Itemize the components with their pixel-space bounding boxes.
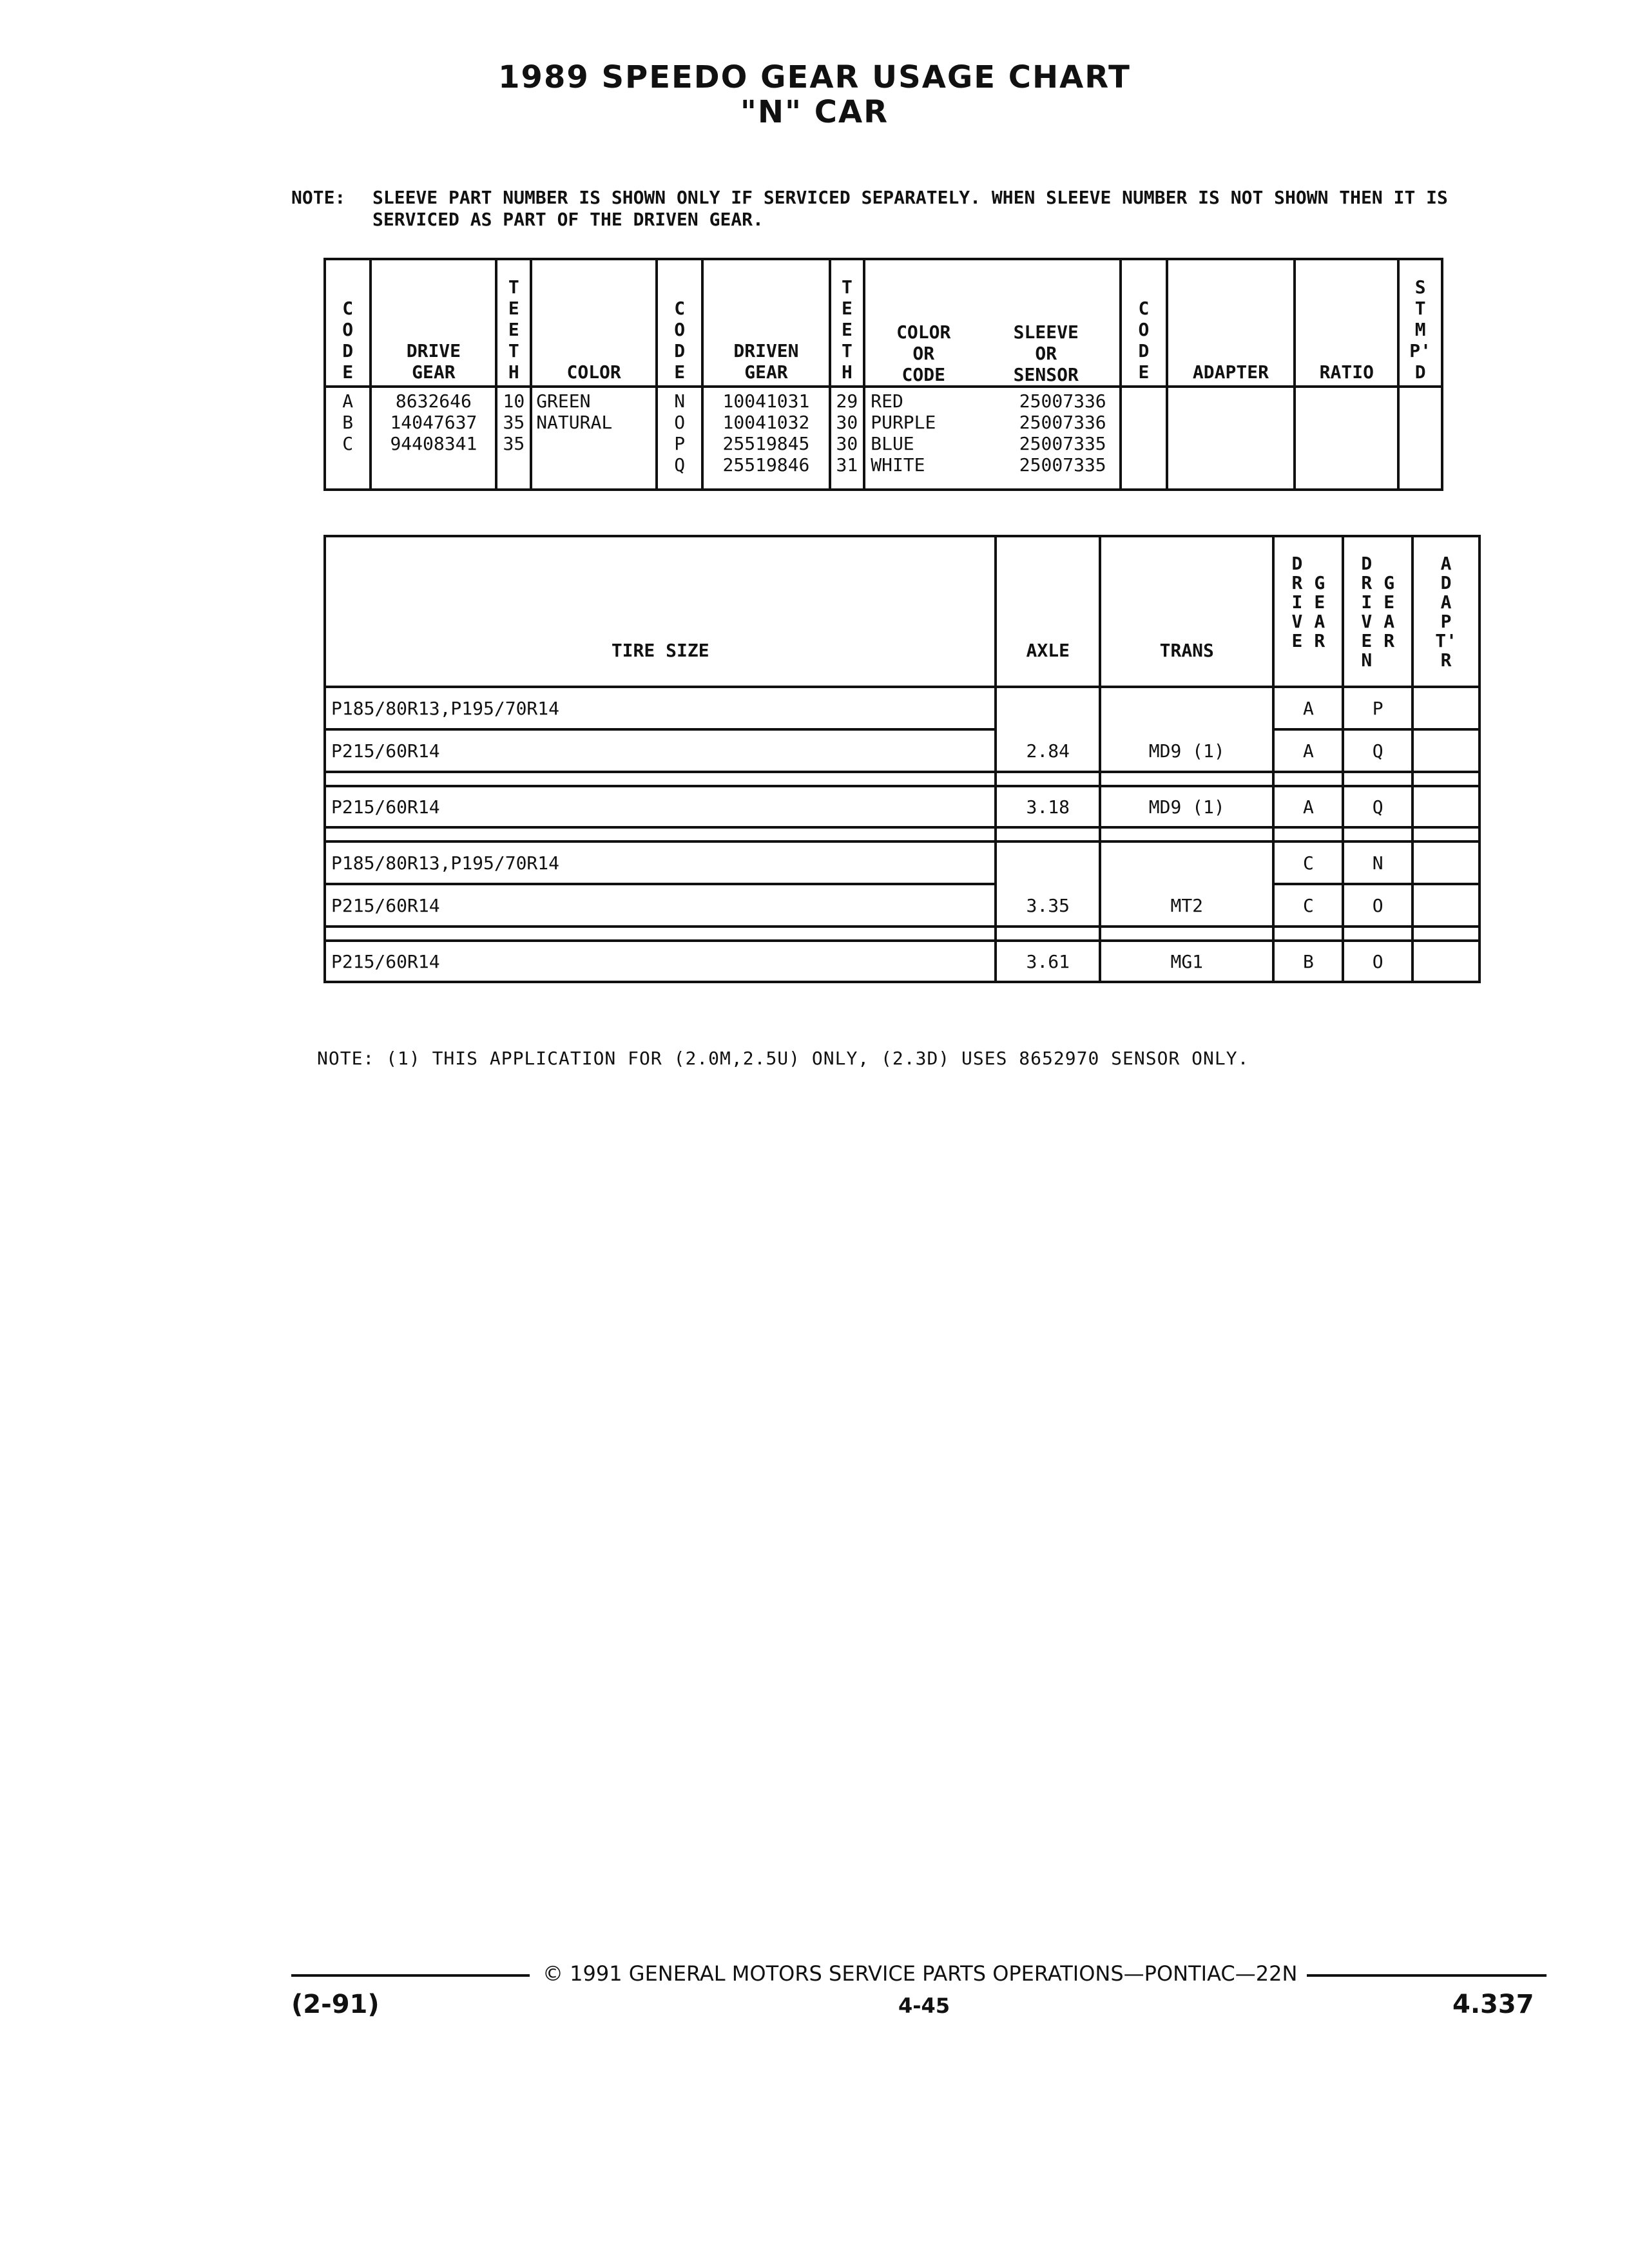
header-axle: AXLE xyxy=(996,536,1100,687)
list-item: V xyxy=(1291,611,1303,632)
list-item: 10041032 xyxy=(722,412,810,433)
stmpd-empty xyxy=(1398,387,1442,490)
row-adaptr xyxy=(1412,687,1480,729)
list-item: O xyxy=(1138,319,1150,340)
list-item: SENSOR xyxy=(1013,364,1079,385)
list-item: D xyxy=(1414,361,1426,383)
driven-gear-numbers xyxy=(702,387,829,490)
gear-table xyxy=(323,258,1443,491)
list-item: T xyxy=(1414,298,1426,319)
list-item: E xyxy=(342,361,354,383)
row-tire: P215/60R14 xyxy=(325,884,996,927)
table-row xyxy=(325,941,1480,982)
list-item: 25007336 xyxy=(1019,390,1106,412)
list-item: E xyxy=(674,361,686,383)
list-item: P xyxy=(1440,611,1452,632)
row-driven: Q xyxy=(1343,729,1412,772)
gear-table-header xyxy=(325,259,1442,387)
list-item: A xyxy=(342,390,354,412)
list-item: Q xyxy=(674,454,686,476)
row-tire: P215/60R14 xyxy=(325,941,996,982)
row-axle: 3.18 xyxy=(996,786,1100,827)
spacer-row xyxy=(325,772,1480,786)
list-item: E xyxy=(1314,591,1325,613)
list-item: CODE xyxy=(901,364,945,385)
driven-codes xyxy=(657,387,702,490)
list-item: NATURAL xyxy=(536,412,613,433)
list-item: I xyxy=(1361,591,1373,613)
row-axle: 2.84 xyxy=(996,687,1100,772)
list-item: DRIVE xyxy=(406,340,461,361)
table-row xyxy=(325,687,1480,729)
row-drive: A xyxy=(1273,729,1343,772)
list-item: T xyxy=(508,276,519,298)
list-item: R xyxy=(1361,572,1373,593)
header-adaptr xyxy=(1412,536,1480,687)
list-item: D xyxy=(342,340,354,361)
drive-teeth xyxy=(496,387,531,490)
row-tire: P185/80R13,P195/70R14 xyxy=(325,841,996,884)
list-item: H xyxy=(841,361,853,383)
list-item: R xyxy=(1291,572,1303,593)
list-item: 8632646 xyxy=(395,390,472,412)
list-item: GEAR xyxy=(744,361,788,383)
footer-copyright: © 1991 GENERAL MOTORS SERVICE PARTS OPERATIONS—PONTIAC—22N xyxy=(543,1961,1298,1986)
header-drive-gear xyxy=(371,259,496,387)
list-item: 94408341 xyxy=(390,433,477,454)
row-drive: C xyxy=(1273,884,1343,927)
list-item: RED xyxy=(871,390,903,412)
table-row xyxy=(325,841,1480,884)
list-item: 25519846 xyxy=(722,454,810,476)
header-code-3 xyxy=(1121,259,1166,387)
list-item: V xyxy=(1361,611,1373,632)
list-item xyxy=(536,433,651,454)
footer-rule-right xyxy=(1307,1974,1547,1977)
list-item: D xyxy=(1440,572,1452,593)
list-item: B xyxy=(342,412,354,433)
list-item: C xyxy=(1138,298,1150,319)
header-stmpd xyxy=(1398,259,1442,387)
list-item: H xyxy=(508,361,519,383)
list-item: R xyxy=(1314,630,1325,651)
spacer-row xyxy=(325,927,1480,941)
list-item: M xyxy=(1414,319,1426,340)
list-item: BLUE xyxy=(871,433,914,454)
list-item: SLEEVE xyxy=(1013,322,1079,343)
list-item: 25007335 xyxy=(1019,433,1106,454)
list-item: A xyxy=(1383,611,1395,632)
list-item: COLOR xyxy=(896,322,951,343)
list-item: O xyxy=(342,319,354,340)
list-item: D xyxy=(1291,553,1303,574)
list-item: OR xyxy=(912,343,935,364)
application-table-header xyxy=(325,536,1480,687)
row-drive: A xyxy=(1273,786,1343,827)
list-item: GREEN xyxy=(536,390,591,412)
list-item: C xyxy=(342,298,354,319)
list-item: O xyxy=(674,412,686,433)
list-item: D xyxy=(1138,340,1150,361)
row-drive: B xyxy=(1273,941,1343,982)
row-driven: P xyxy=(1343,687,1412,729)
gear-table-body xyxy=(325,387,1442,490)
header-teeth-2 xyxy=(830,259,865,387)
row-drive: A xyxy=(1273,687,1343,729)
spacer-row xyxy=(325,827,1480,841)
list-item: D xyxy=(674,340,686,361)
list-item: 10 xyxy=(503,390,525,412)
table-row xyxy=(325,884,1480,927)
row-axle: 3.61 xyxy=(996,941,1100,982)
list-item: R xyxy=(1440,649,1452,671)
list-item: P' xyxy=(1409,340,1431,361)
list-item: E xyxy=(841,319,853,340)
list-item: T xyxy=(508,340,519,361)
list-item: T' xyxy=(1435,630,1457,651)
header-tire-size: TIRE SIZE xyxy=(325,536,996,687)
driven-teeth xyxy=(830,387,865,490)
list-item: C xyxy=(674,298,686,319)
header-teeth-1 xyxy=(496,259,531,387)
drive-gear-numbers xyxy=(371,387,496,490)
row-adaptr xyxy=(1412,941,1480,982)
list-item: GEAR xyxy=(412,361,456,383)
list-item: 30 xyxy=(836,412,858,433)
header-trans: TRANS xyxy=(1100,536,1273,687)
row-adaptr xyxy=(1412,786,1480,827)
page-title: 1989 SPEEDO GEAR USAGE CHART xyxy=(498,59,1131,95)
page-subtitle: "N" CAR xyxy=(740,94,889,130)
list-item: N xyxy=(1361,649,1373,671)
row-adaptr xyxy=(1412,729,1480,772)
list-item: 35 xyxy=(503,412,525,433)
note-line-1: SLEEVE PART NUMBER IS SHOWN ONLY IF SERVICED SEPARATELY. WHEN SLEEVE NUMBER IS NOT SHOWN THEN IT IS xyxy=(372,187,1448,208)
list-item: E xyxy=(841,298,853,319)
row-driven: O xyxy=(1343,884,1412,927)
row-axle: 3.35 xyxy=(996,841,1100,927)
header-driven-gear xyxy=(702,259,829,387)
header-driven-gear-2 xyxy=(1343,536,1412,687)
header-ratio: RATIO xyxy=(1295,259,1398,387)
driven-colors xyxy=(865,390,1006,476)
row-trans: MD9 (1) xyxy=(1100,687,1273,772)
list-item: A xyxy=(1440,553,1452,574)
list-item: E xyxy=(1361,630,1373,651)
list-item: A xyxy=(1314,611,1325,632)
footer-date: (2-91) xyxy=(291,1990,380,2019)
header-adapter: ADAPTER xyxy=(1167,259,1295,387)
list-item: E xyxy=(508,319,519,340)
list-item: DRIVEN xyxy=(733,340,799,361)
list-item: T xyxy=(841,276,853,298)
list-item: OR xyxy=(1035,343,1057,364)
list-item: 14047637 xyxy=(390,412,477,433)
row-drive: C xyxy=(1273,841,1343,884)
header-color-sleeve xyxy=(864,259,1121,387)
list-item: P xyxy=(674,433,686,454)
sleeve-numbers xyxy=(1006,390,1119,476)
footer-page-number: 4-45 xyxy=(898,1994,950,2018)
list-item: I xyxy=(1291,591,1303,613)
header-drive-gear-2 xyxy=(1273,536,1343,687)
ratio-empty xyxy=(1295,387,1398,490)
list-item: R xyxy=(1383,630,1395,651)
row-trans: MD9 (1) xyxy=(1100,786,1273,827)
drive-colors xyxy=(531,387,657,490)
list-item: G xyxy=(1383,572,1395,593)
table-row xyxy=(325,729,1480,772)
row-trans: MT2 xyxy=(1100,841,1273,927)
driven-colors-sleeves xyxy=(864,387,1121,490)
list-item: E xyxy=(1383,591,1395,613)
list-item: T xyxy=(841,340,853,361)
list-item: 25007335 xyxy=(1019,454,1106,476)
list-item: N xyxy=(674,390,686,412)
list-item: WHITE xyxy=(871,454,925,476)
adapter-empty xyxy=(1167,387,1295,490)
application-table xyxy=(323,535,1481,983)
list-item: E xyxy=(508,298,519,319)
row-trans: MG1 xyxy=(1100,941,1273,982)
list-item: C xyxy=(342,433,354,454)
footer-section-number: 4.337 xyxy=(1452,1990,1534,2019)
list-item: A xyxy=(1440,591,1452,613)
list-item: 29 xyxy=(836,390,858,412)
list-item: E xyxy=(1291,630,1303,651)
header-color: COLOR xyxy=(531,259,657,387)
row-driven: Q xyxy=(1343,786,1412,827)
table-row xyxy=(325,786,1480,827)
footnote: NOTE: (1) THIS APPLICATION FOR (2.0M,2.5U) ONLY, (2.3D) USES 8652970 SENSOR ONLY. xyxy=(317,1048,1249,1069)
row-tire: P215/60R14 xyxy=(325,786,996,827)
note-label: NOTE: xyxy=(291,187,346,208)
note-line-2: SERVICED AS PART OF THE DRIVEN GEAR. xyxy=(372,209,764,230)
list-item: E xyxy=(1138,361,1150,383)
drive-codes xyxy=(325,387,371,490)
list-item: 10041031 xyxy=(722,390,810,412)
list-item: 25007336 xyxy=(1019,412,1106,433)
list-item: O xyxy=(674,319,686,340)
footer-rule-left xyxy=(291,1974,530,1977)
code-3-empty xyxy=(1121,387,1166,490)
list-item: G xyxy=(1314,572,1325,593)
row-driven: N xyxy=(1343,841,1412,884)
row-adaptr xyxy=(1412,841,1480,884)
list-item: D xyxy=(1361,553,1373,574)
list-item: PURPLE xyxy=(871,412,936,433)
list-item: 30 xyxy=(836,433,858,454)
row-driven: O xyxy=(1343,941,1412,982)
list-item: 31 xyxy=(836,454,858,476)
list-item: 35 xyxy=(503,433,525,454)
header-code-1 xyxy=(325,259,371,387)
list-item: 25519845 xyxy=(722,433,810,454)
header-code-2 xyxy=(657,259,702,387)
row-tire: P215/60R14 xyxy=(325,729,996,772)
row-tire: P185/80R13,P195/70R14 xyxy=(325,687,996,729)
row-adaptr xyxy=(1412,884,1480,927)
list-item: S xyxy=(1414,276,1426,298)
